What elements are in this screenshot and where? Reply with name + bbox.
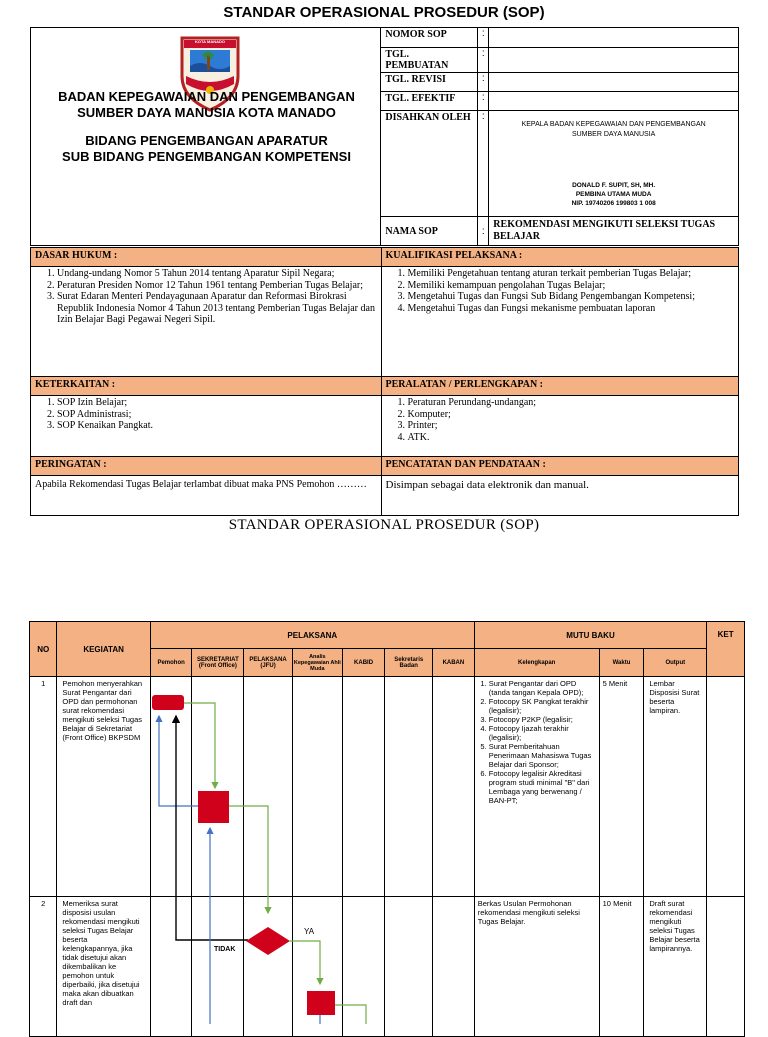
list-item: 3. Fotocopy P2KP (legalisir; (489, 715, 597, 724)
lane-cell (385, 897, 433, 1037)
sop-header-table (30, 27, 739, 246)
row-waktu: 5 Menit (599, 677, 644, 897)
colon: : (478, 28, 489, 48)
list-item: 2. Fotocopy SK Pangkat terakhir (legalisir); (489, 697, 597, 715)
actor-analis: Analis Kepegawaian Ahli Muda (292, 649, 342, 677)
col-kegiatan: KEGIATAN (57, 622, 150, 677)
label-tgl-pembuatan: TGL. PEMBUATAN (381, 48, 478, 73)
actor-sekretariat: SEKRETARIAT (Front Office) (192, 649, 244, 677)
lane-cell (150, 897, 192, 1037)
actor-pemohon: Pemohon (150, 649, 192, 677)
sop-sections-table (30, 247, 739, 516)
row-ket (707, 897, 745, 1037)
logo-banner-text: KOTA MANADO (195, 39, 225, 44)
list-item: 1. Peraturan Perundang-undangan; (408, 397, 735, 409)
list-item: 3. Mengetahui Tugas dan Fungsi Sub Bidang Pengembangan Kompetensi; (408, 291, 735, 303)
list-item: 3. Surat Edaran Menteri Pendayagunaan Aparatur dan Reformasi Birokrasi Republik Indonesia Nomor 4 Tahun 2013 tentang Pemberian Tugas Belajar dan Izin Belajar Bagi Pegawai Negeri Sipil. (57, 291, 377, 326)
page-title: STANDAR OPERASIONAL PROSEDUR (SOP) (223, 4, 545, 21)
list-item: 1. Surat Pengantar dari OPD (tanda tangan Kepala OPD); (489, 679, 597, 697)
lane-cell (433, 897, 475, 1037)
list-item: 2. Peraturan Presiden Nomor 12 Tahun 1961 tentang Pemberian Tugas Belajar; (57, 280, 377, 292)
row-kelengkapan: Berkas Usulan Permohonan rekomendasi mengikuti seleksi Tugas Belajar. (474, 897, 599, 1037)
list-item: 3. SOP Kenaikan Pangkat. (57, 420, 377, 432)
list-item: 4. Mengetahui Tugas dan Fungsi mekanisme pembuatan laporan (408, 303, 735, 315)
list-item: 5. Surat Pemberitahuan Penerimaan Mahasiswa Tugas Belajar dari Sponsor; (489, 742, 597, 769)
list-item: 6. Fotocopy legalisir Akreditasi program studi minimal "B" dari Lembaga yang berwenang / BAN-PT; (489, 769, 597, 805)
col-no: NO (30, 622, 57, 677)
label-disahkan-oleh: DISAHKAN OLEH (381, 111, 478, 217)
row-no: 2 (30, 897, 57, 1037)
signer-name: DONALD F. SUPIT, SH, MH. (572, 182, 656, 189)
table-row (30, 677, 745, 897)
pencatatan-text: Disimpan sebagai data elektronik dan manual. (381, 476, 739, 516)
table-row (30, 897, 745, 1037)
kualifikasi-title: KUALIFIKASI PELAKSANA : (381, 248, 739, 267)
label-ya: YA (304, 927, 315, 936)
row-kegiatan: Pemohon menyerahkan Surat Pengantar dari OPD dan permohonan surat rekomendasi mengikuti seleksi Tugas Belajar di Sekretariat (Front Office) BKPSDM (57, 677, 150, 897)
list-item: 1. Undang-undang Nomor 5 Tahun 2014 tentang Aparatur Sipil Negara; (57, 268, 377, 280)
lane-cell (244, 897, 293, 1037)
list-item: 1. SOP Izin Belajar; (57, 397, 377, 409)
peringatan-title: PERINGATAN : (31, 457, 382, 476)
label-tgl-efektif: TGL. EFEKTIF (381, 92, 478, 111)
mutu-output: Output (644, 649, 707, 677)
keterkaitan-title: KETERKAITAN : (31, 377, 382, 396)
actor-sekretaris: Sekretaris Badan (385, 649, 433, 677)
actor-jfu: PELAKSANA (JFU) (244, 649, 293, 677)
kualifikasi-list (381, 267, 739, 377)
value-tgl-pembuatan (489, 48, 739, 73)
flow-table (29, 621, 745, 1037)
list-item: 2. Memiliki kemampuan pengolahan Tugas Belajar; (408, 280, 735, 292)
field-line2: SUB BIDANG PENGEMBANGAN KOMPETENSI (62, 149, 351, 164)
lane-cell (342, 677, 385, 897)
signer-nip: NIP. 19740206 199803 1 008 (571, 200, 656, 207)
lane-cell (292, 677, 342, 897)
colon: : (478, 111, 489, 217)
approver-title-1: KEPALA BADAN KEPEGAWAIAN DAN PENGEMBANGAN (521, 121, 706, 128)
col-mutu-baku: MUTU BAKU (474, 622, 707, 649)
label-tgl-revisi: TGL. REVISI (381, 73, 478, 92)
lane-cell (192, 677, 244, 897)
org-name-line1: BADAN KEPEGAWAIAN DAN PENGEMBANGAN (58, 89, 355, 104)
peringatan-text: Apabila Rekomendasi Tugas Belajar terlambat dibuat maka PNS Pemohon ……… (31, 476, 382, 516)
label-tidak: TIDAK (214, 946, 236, 953)
row-output: Lembar Disposisi Surat beserta lampiran. (644, 677, 707, 897)
col-pelaksana: PELAKSANA (150, 622, 474, 649)
section-title-flow: STANDAR OPERASIONAL PROSEDUR (SOP) (228, 517, 540, 533)
list-item: 2. SOP Administrasi; (57, 409, 377, 421)
lane-cell (292, 897, 342, 1037)
lane-cell (244, 677, 293, 897)
lane-cell (150, 677, 192, 897)
row-waktu: 10 Menit (599, 897, 644, 1037)
label-nomor-sop: NOMOR SOP (381, 28, 478, 48)
approver-title-2: SUMBER DAYA MANUSIA (571, 131, 656, 138)
peralatan-list (381, 396, 739, 457)
value-nama-sop: REKOMENDASI MENGIKUTI SELEKSI TUGAS BELAJAR (489, 217, 739, 246)
colon: : (478, 48, 489, 73)
list-item: 3. Printer; (408, 420, 735, 432)
lane-cell (385, 677, 433, 897)
row-kelengkapan (474, 677, 599, 897)
lane-cell (433, 677, 475, 897)
keterkaitan-list (31, 396, 382, 457)
value-tgl-revisi (489, 73, 739, 92)
dasar-hukum-title: DASAR HUKUM : (31, 248, 382, 267)
approval-block (489, 111, 739, 217)
label-nama-sop: NAMA SOP (381, 217, 478, 246)
value-nomor-sop (489, 28, 739, 48)
org-name-line2: SUMBER DAYA MANUSIA KOTA MANADO (77, 105, 336, 120)
row-kegiatan: Memeriksa surat disposisi usulan rekomendasi mengikuti seleksi Tugas Belajar beserta kelengkapannya, jika tidak disetujui akan dikembalikan ke pemohon untuk diperbaiki, jika disetujui maka akan dibuatkan draft dan (57, 897, 150, 1037)
lane-cell (342, 897, 385, 1037)
row-output: Draft surat rekomendasi mengikuti seleksi Tugas Belajar beserta lampirannya. (644, 897, 707, 1037)
colon: : (478, 217, 489, 246)
colon: : (478, 92, 489, 111)
actor-kaban: KABAN (433, 649, 475, 677)
colon: : (478, 73, 489, 92)
pencatatan-title: PENCATATAN DAN PENDATAAN : (381, 457, 739, 476)
mutu-waktu: Waktu (599, 649, 644, 677)
row-no: 1 (30, 677, 57, 897)
dasar-hukum-list (31, 267, 382, 377)
mutu-kelengkapan: Kelengkapan (474, 649, 599, 677)
field-line1: BIDANG PENGEMBANGAN APARATUR (85, 133, 328, 148)
col-ket: KET (707, 622, 745, 677)
signer-rank: PEMBINA UTAMA MUDA (575, 191, 652, 198)
list-item: 4. ATK. (408, 432, 735, 444)
value-tgl-efektif (489, 92, 739, 111)
lane-cell (192, 897, 244, 1037)
actor-kabid: KABID (342, 649, 385, 677)
peralatan-title: PERALATAN / PERLENGKAPAN : (381, 377, 739, 396)
org-block (31, 28, 381, 246)
list-item: 4. Fotocopy Ijazah terakhir (legalisir); (489, 724, 597, 742)
row-ket (707, 677, 745, 897)
list-item: 2. Komputer; (408, 409, 735, 421)
list-item: 1. Memiliki Pengetahuan tentang aturan terkait pemberian Tugas Belajar; (408, 268, 735, 280)
